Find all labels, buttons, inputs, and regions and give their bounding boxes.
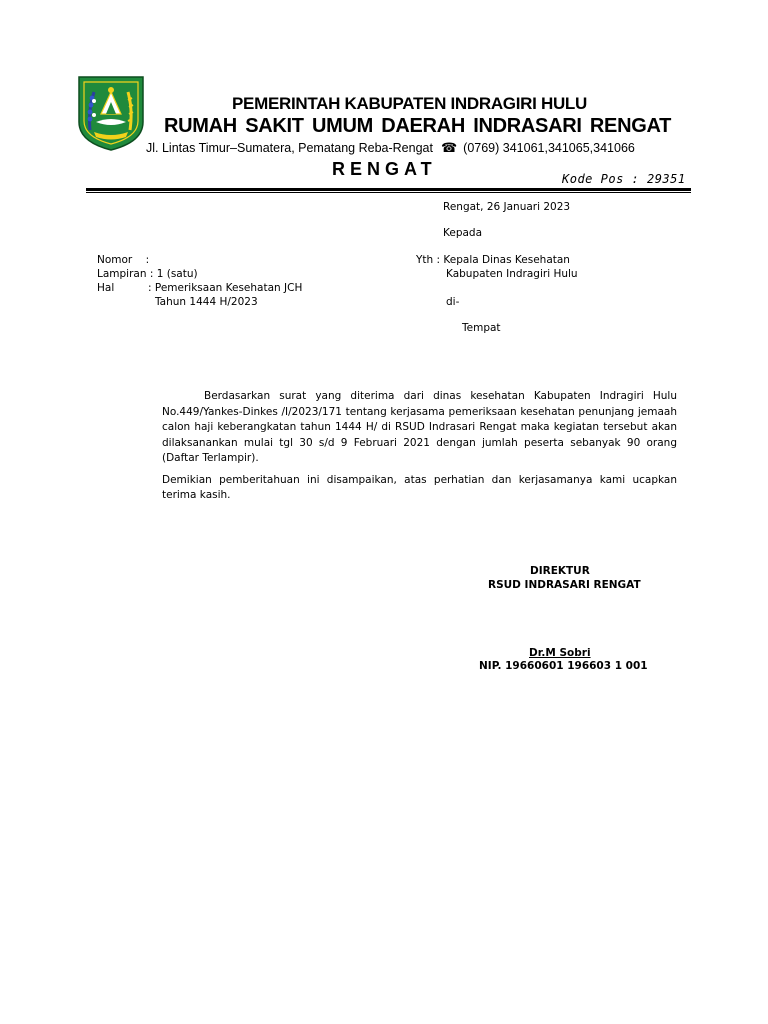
telephone-icon: ☎ (440, 140, 458, 155)
hal-value: : Pemeriksaan Kesehatan JCH (148, 282, 303, 294)
recipient-line-1: Yth : Kepala Dinas Kesehatan (416, 254, 570, 266)
signatory-institution: RSUD INDRASARI RENGAT (488, 579, 641, 591)
body-paragraph-2: Demikian pemberitahuan ini disampaikan, atas perhatian dan kerjasamanya kami ucapkan terima kasih. (162, 473, 677, 501)
city-name: RENGAT (332, 159, 437, 179)
kepada-label: Kepada (443, 227, 483, 239)
body-paragraph-1: Berdasarkan surat yang diterima dari dinas kesehatan Kabupaten Indragiri Hulu No.449/Yankes-Dinkes /I/2023/171 tentang kerjasama pemeriksaan kesehatan penunjang jemaah calon haji keberangkatan tahun 1444 H/ di RSUD Indrasari Rengat maka kegiatan tersebut akan dilaksanankan mulai tgl 30 s/d 9 Februari 2021 dengan jumlah peserta sebanyak 90 orang (Daftar Terlampir). (162, 390, 677, 464)
address-text: Jl. Lintas Timur–Sumatera, Pematang Reba-Rengat (146, 141, 433, 155)
signatory-title: DIREKTUR (530, 565, 590, 577)
government-name: PEMERINTAH KABUPATEN INDRAGIRI HULU (232, 94, 587, 113)
nomor-label: Nomor : (97, 254, 150, 266)
tempat-label: Tempat (462, 322, 501, 334)
address-line (146, 140, 635, 156)
letter-body (162, 389, 677, 504)
hal-label: Hal (97, 282, 115, 294)
signatory-name: Dr.M Sobri (529, 647, 591, 659)
letterhead-divider (86, 188, 691, 191)
postal-code: Kode Pos : 29351 (562, 172, 686, 186)
hal-value-continued: Tahun 1444 H/2023 (155, 296, 258, 308)
phone-numbers: (0769) 341061,341065,341066 (463, 141, 635, 155)
hospital-name: RUMAH SAKIT UMUM DAERAH INDRASARI RENGAT (164, 115, 672, 137)
di-label: di- (446, 296, 460, 308)
regency-emblem (76, 74, 146, 152)
recipient-line-2: Kabupaten Indragiri Hulu (446, 268, 578, 280)
signatory-nip: NIP. 19660601 196603 1 001 (479, 660, 648, 672)
place-date: Rengat, 26 Januari 2023 (443, 201, 571, 213)
letterhead-divider-thin (86, 192, 691, 193)
lampiran-line: Lampiran : 1 (satu) (97, 268, 198, 280)
